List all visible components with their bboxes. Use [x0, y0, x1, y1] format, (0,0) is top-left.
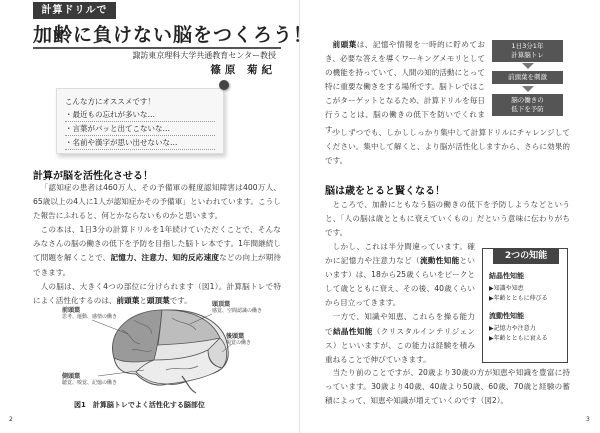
frontal-lobe-label	[62, 308, 117, 320]
brain-figure	[62, 300, 262, 395]
note-item: ・名前や漢字が思い出せないな…	[65, 136, 215, 150]
text-run: （クリスタルインテリジェンス）といいますが、この能力は経験を積み重ねることで伸びていきます。	[325, 326, 475, 364]
recommendation-note	[56, 88, 224, 154]
lobe-desc: 感覚、空間認識の働き	[212, 308, 263, 314]
skill-item: ▶年齢とともに伸びる	[489, 295, 548, 302]
bold-term: 結晶性知能	[332, 326, 373, 336]
parietal-lobe-label	[212, 302, 262, 314]
skill-item: ▶記憶力や注意力	[489, 325, 536, 332]
paragraph	[325, 240, 475, 310]
bold-term: 前頭葉	[116, 295, 140, 305]
right-body-top	[325, 38, 485, 137]
paragraph	[33, 223, 281, 279]
text-run: は、記憶や情報を一時的に貯めておき、必要な答えを導くワーキングメモリとしての機能を持っていて、人間の知的活動にとって特に重要な働きをする場所です。脳トレではここがターゲットとなるため、計算ドリルを毎日行うことは、脳の働きの低下を防いでくれます。	[325, 40, 486, 134]
lobe-name: 後頭葉	[226, 333, 245, 340]
flow-step-daily	[492, 40, 563, 62]
main-title: 加齢に負けない脳をつくろう！	[33, 24, 314, 46]
bold-term: 前頭葉	[332, 40, 357, 49]
bold-term: 頭頂葉	[146, 295, 170, 305]
page-number: 3	[586, 416, 590, 423]
series-tag: 計算ドリルで	[33, 2, 116, 19]
text-run: などの向上が期待できます。	[33, 253, 282, 277]
figure-caption: 図1 計算脳トレでよく活性化する脳部位	[74, 401, 205, 409]
crystal-heading: 結晶性知能	[489, 272, 524, 280]
left-body-text	[33, 181, 281, 308]
author-name: 篠原 菊紀	[210, 64, 276, 76]
right-body-p3	[325, 198, 570, 240]
paragraph	[325, 310, 475, 366]
text-run: といいます）は、18から25歳くらいをピークとして歳とともに衰え、その後、40歳くらいから目立ってきます。	[325, 256, 476, 308]
lobe-name: 頭頂葉	[212, 301, 231, 308]
flow-step-frontal: 前頭葉を刺激	[492, 71, 563, 84]
occipital-lobe-label	[226, 334, 251, 346]
flow-text: 1日3分1年	[511, 42, 544, 50]
section-heading-calc: 計算が脳を活性化させる！	[33, 171, 153, 182]
text-run: しかし、これは半分間違っています。確かに記憶力や注意力など（	[325, 242, 475, 266]
lobe-name: 側頭葉	[62, 373, 81, 380]
flow-text: 脳の働きの	[511, 96, 544, 104]
down-arrow-icon	[522, 86, 534, 92]
text-run: この本は、1日3分の計算ドリルを1年続けていただくことで、そんなみなさんの脳の働きの低下を予防を目指した脳トレ本です。1年間継続して問題を解くことで、	[33, 225, 281, 263]
title-underline	[33, 47, 281, 49]
lobe-name: 前頭葉	[62, 307, 81, 314]
text-run: です。	[169, 295, 192, 305]
right-page	[300, 0, 600, 433]
flow-step-prevent	[492, 94, 563, 116]
right-body-p6	[325, 366, 570, 408]
flow-text: 計算脳トレ	[511, 51, 544, 59]
paragraph: 当たり前のことですが、20歳より30歳の方が知恵や知識を豊富に持っています。30歳より40歳、40歳より50歳、60歳、70歳と経験の蓄積によって、知恵や知識が増えていくのです（図2）。	[325, 368, 570, 406]
right-body-mid	[325, 126, 570, 168]
note-item: ・最近もの忘れが多いな…	[65, 108, 215, 122]
note-item: ・言葉がパッと出てこないな…	[65, 122, 215, 136]
text-run: 人の脳は、大きく4つの部位に分けられます（図1）。計算脳トレで特によく活性化するのは、	[33, 281, 281, 305]
paragraph: 「認知症の患者は460万人、その予備軍の軽度認知障害は400万人、65歳以上の4人に1人が認知症かその予備軍」といわれています。こうした報告にふれると、何とかならないものかと思います。	[33, 183, 281, 221]
text-run: と	[139, 295, 147, 305]
skill-item: ▶年齢とともに衰える	[489, 335, 548, 342]
flow-text: 低下を予防	[511, 105, 544, 113]
note-heading: こんな方にオススメです！	[65, 97, 155, 106]
two-intelligences-box	[482, 248, 568, 363]
fluid-heading: 流動性知能	[489, 312, 524, 320]
bold-term: 流動性知能	[419, 256, 460, 266]
pushpin-icon	[219, 80, 229, 90]
bold-term: 記憶力、注意力、知的反応速度	[110, 253, 220, 263]
author-affiliation: 諏訪東京理科大学共通教育センター教授	[132, 51, 276, 60]
paragraph: 少しずつでも、しかししっかり集中して計算ドリルにチャレンジしてください。集中して解くと、より脳が活性化しますから、さらに効果的です。	[325, 128, 570, 166]
page-number: 2	[9, 416, 13, 423]
skill-item: ▶知識や知恵	[489, 285, 524, 292]
skills-box-title: 2つの知能	[493, 248, 559, 264]
lobe-desc: 視覚の働き	[226, 340, 252, 346]
paragraph: ところで、加齢にともなう脳の働きの低下を予防しようなどというと、「人の脳は歳とともに衰えていくもの」だという意味に伝わりがちです。	[325, 200, 570, 238]
down-arrow-icon	[522, 63, 534, 69]
lobe-desc: 聴覚、嗅覚、記憶の働き	[62, 380, 118, 386]
lobe-desc: 思考、運動、感情の働き	[62, 314, 118, 320]
temporal-lobe-label	[62, 374, 117, 386]
text-run: 一方で、知識や知恵、これらを操る能力で	[325, 312, 475, 336]
paragraph	[325, 38, 485, 137]
right-body-p4	[325, 240, 475, 367]
section-heading-aging: 脳は歳をとると賢くなる！	[325, 186, 445, 197]
